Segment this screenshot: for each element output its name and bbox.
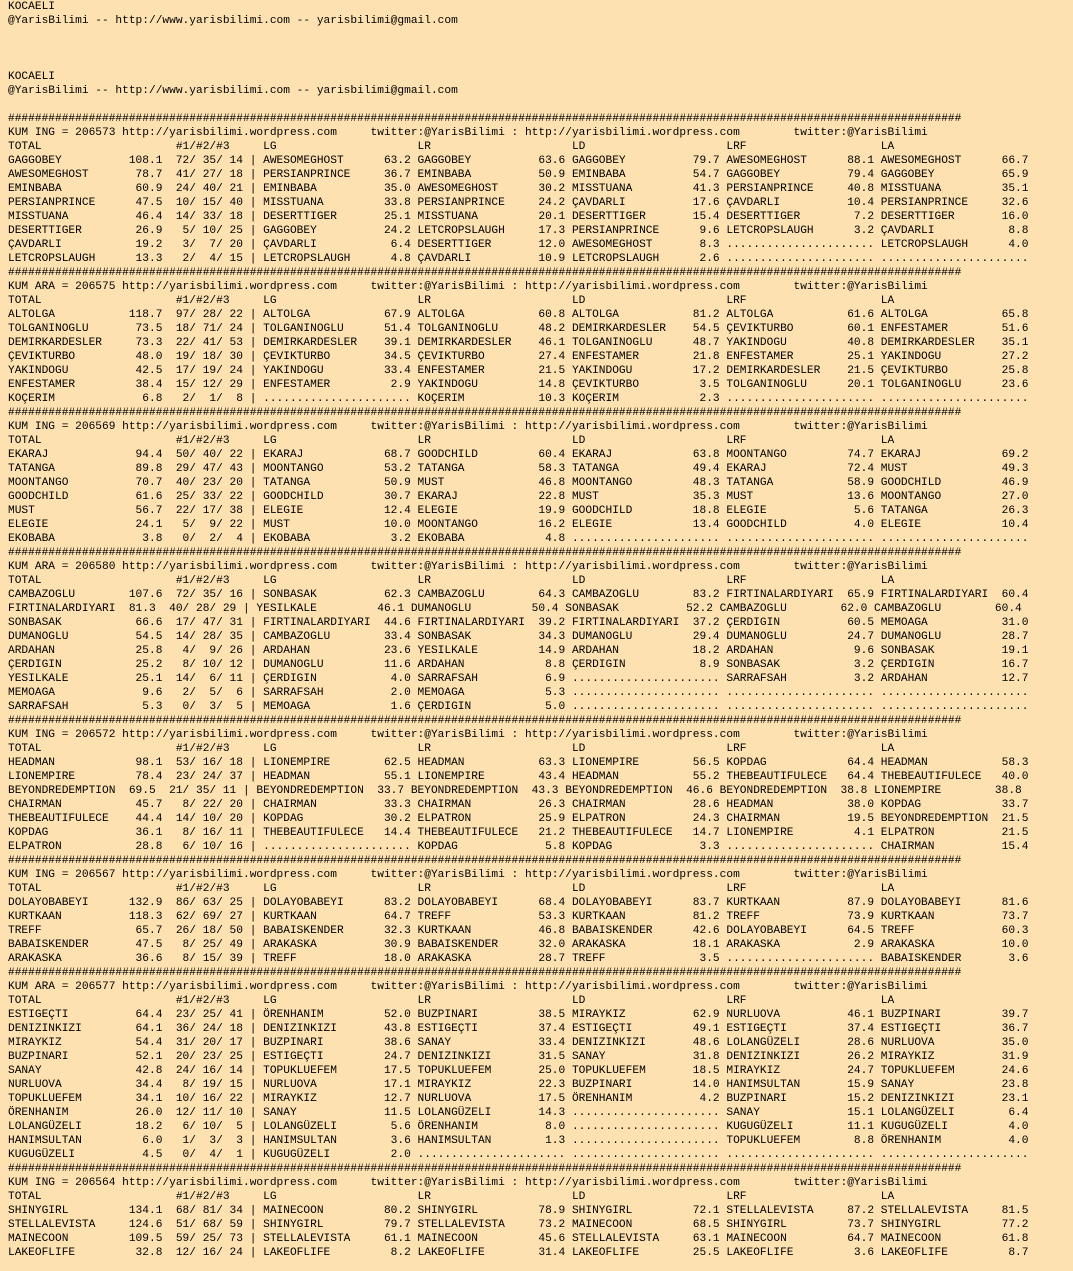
city-title: KOCAELI: [8, 71, 55, 83]
contact-line: @YarisBilimi -- http://www.yarisbilimi.com -- yarisbilimi@gmail.com: [8, 85, 458, 97]
horse-stats-row: KOÇERIM 6.8 2/ 1/ 8 | ...................... KOÇERIM 10.3 KOÇERIM 2.3 ...................... ......................: [8, 393, 1029, 405]
horse-stats-row: CAMBAZOGLU 107.6 72/ 35/ 16 | SONBASAK 62.3 CAMBAZOGLU 64.3 CAMBAZOGLU 83.2 FIRTINALARDIYARI 65.9 FIRTINALARDIYARI 60.4: [8, 589, 1029, 601]
horse-stats-row: ÖRENHANIM 26.0 12/ 11/ 10 | SANAY 11.5 LOLANGÜZELI 14.3 ...................... SANAY 15.1 LOLANGÜZELI 6.4: [8, 1107, 1029, 1119]
horse-stats-row: SONBASAK 66.6 17/ 47/ 31 | FIRTINALARDIYARI 44.6 FIRTINALARDIYARI 39.2 FIRTINALARDIYARI 37.2 ÇERDIGIN 60.5 MEMOAGA 31.0: [8, 617, 1029, 629]
horse-stats-row: TREFF 65.7 26/ 18/ 50 | BABAISKENDER 32.3 KURTKAAN 46.8 BABAISKENDER 42.6 DOLAYOBABEYI 64.5 TREFF 60.3: [8, 925, 1029, 937]
race-header: KUM ARA = 206575 http://yarisbilimi.wordpress.com twitter:@YarisBilimi : http://yarisbilimi.wordpress.com twitter:@YarisBilimi: [8, 281, 928, 293]
column-header-row: TOTAL #1/#2/#3 LG LR LD LRF LA: [8, 295, 895, 307]
horse-stats-row: AWESOMEGHOST 78.7 41/ 27/ 18 | PERSIANPRINCE 36.7 EMINBABA 50.9 EMINBABA 54.7 GAGGOBEY 79.4 GAGGOBEY 65.9: [8, 169, 1029, 181]
city-title: KOCAELI: [8, 1, 55, 13]
section-divider: ##############################################################################################################################################: [8, 113, 962, 125]
horse-stats-row: ÇERDIGIN 25.2 8/ 10/ 12 | DUMANOGLU 11.6 ARDAHAN 8.8 ÇERDIGIN 8.9 SONBASAK 3.2 ÇERDIGIN 16.7: [8, 659, 1029, 671]
race-header: KUM ING = 206567 http://yarisbilimi.wordpress.com twitter:@YarisBilimi : http://yarisbilimi.wordpress.com twitter:@YarisBilimi: [8, 869, 928, 881]
blank-line: [8, 42, 1073, 56]
blank-line: [8, 98, 1073, 112]
horse-stats-row: GAGGOBEY 108.1 72/ 35/ 14 | AWESOMEGHOST 63.2 GAGGOBEY 63.6 GAGGOBEY 79.7 AWESOMEGHOST 88.1 AWESOMEGHOST 66.7: [8, 155, 1029, 167]
horse-stats-row: FIRTINALARDIYARI 81.3 40/ 28/ 29 | YESILKALE 46.1 DUMANOGLU 50.4 SONBASAK 52.2 CAMBAZOGLU 62.0 CAMBAZOGLU 60.4: [8, 603, 1022, 615]
horse-stats-row: ÇEVIKTURBO 48.0 19/ 18/ 30 | ÇEVIKTURBO 34.5 ÇEVIKTURBO 27.4 ENFESTAMER 21.8 ENFESTAMER 25.1 YAKINDOGU 27.2: [8, 351, 1029, 363]
horse-stats-row: LAKEOFLIFE 32.8 12/ 16/ 24 | LAKEOFLIFE 8.2 LAKEOFLIFE 31.4 LAKEOFLIFE 25.5 LAKEOFLIFE 3.6 LAKEOFLIFE 8.7: [8, 1247, 1029, 1259]
column-header-row: TOTAL #1/#2/#3 LG LR LD LRF LA: [8, 883, 895, 895]
horse-stats-row: YESILKALE 25.1 14/ 6/ 11 | ÇERDIGIN 4.0 SARRAFSAH 6.9 ...................... SARRAFSAH 3.2 ARDAHAN 12.7: [8, 673, 1029, 685]
horse-stats-row: DUMANOGLU 54.5 14/ 28/ 35 | CAMBAZOGLU 33.4 SONBASAK 34.3 DUMANOGLU 29.4 DUMANOGLU 24.7 DUMANOGLU 28.7: [8, 631, 1029, 643]
section-divider: ##############################################################################################################################################: [8, 967, 962, 979]
race-header: KUM ARA = 206580 http://yarisbilimi.wordpress.com twitter:@YarisBilimi : http://yarisbilimi.wordpress.com twitter:@YarisBilimi: [8, 561, 928, 573]
horse-stats-row: ARAKASKA 36.6 8/ 15/ 39 | TREFF 18.0 ARAKASKA 28.7 TREFF 3.5 ...................... BABAISKENDER 3.6: [8, 953, 1029, 965]
horse-stats-row: HANIMSULTAN 6.0 1/ 3/ 3 | HANIMSULTAN 3.6 HANIMSULTAN 1.3 ...................... TOPUKLUEFEM 8.8 ÖRENHANIM 4.0: [8, 1135, 1029, 1147]
column-header-row: TOTAL #1/#2/#3 LG LR LD LRF LA: [8, 995, 895, 1007]
column-header-row: TOTAL #1/#2/#3 LG LR LD LRF LA: [8, 1191, 895, 1203]
horse-stats-row: TATANGA 89.8 29/ 47/ 43 | MOONTANGO 53.2 TATANGA 58.3 TATANGA 49.4 EKARAJ 72.4 MUST 49.3: [8, 463, 1029, 475]
section-divider: ##############################################################################################################################################: [8, 855, 962, 867]
horse-stats-row: LOLANGÜZELI 18.2 6/ 10/ 5 | LOLANGÜZELI 5.6 ÖRENHANIM 8.0 ...................... KUGUGÜZELI 11.1 KUGUGÜZELI 4.0: [8, 1121, 1029, 1133]
horse-stats-row: NURLUOVA 34.4 8/ 19/ 15 | NURLUOVA 17.1 MIRAYKIZ 22.3 BUZPINARI 14.0 HANIMSULTAN 15.9 SANAY 23.8: [8, 1079, 1029, 1091]
horse-stats-row: MOONTANGO 70.7 40/ 23/ 20 | TATANGA 50.9 MUST 46.8 MOONTANGO 48.3 TATANGA 58.9 GOODCHILD 46.9: [8, 477, 1029, 489]
horse-stats-row: EMINBABA 60.9 24/ 40/ 21 | EMINBABA 35.0 AWESOMEGHOST 30.2 MISSTUANA 41.3 PERSIANPRINCE 40.8 MISSTUANA 35.1: [8, 183, 1029, 195]
horse-stats-row: BEYONDREDEMPTION 69.5 21/ 35/ 11 | BEYONDREDEMPTION 33.7 BEYONDREDEMPTION 43.3 BEYONDREDEMPTION 46.6 BEYONDREDEMPTION 38.8 LIONEMPIRE 38.8: [8, 785, 1022, 797]
horse-stats-row: EKARAJ 94.4 50/ 40/ 22 | EKARAJ 68.7 GOODCHILD 60.4 EKARAJ 63.8 MOONTANGO 74.7 EKARAJ 69.2: [8, 449, 1029, 461]
contact-line: @YarisBilimi -- http://www.yarisbilimi.com -- yarisbilimi@gmail.com: [8, 15, 458, 27]
race-header: KUM ING = 206569 http://yarisbilimi.wordpress.com twitter:@YarisBilimi : http://yarisbilimi.wordpress.com twitter:@YarisBilimi: [8, 421, 928, 433]
section-divider: ##############################################################################################################################################: [8, 1163, 962, 1175]
horse-stats-row: HEADMAN 98.1 53/ 16/ 18 | LIONEMPIRE 62.5 HEADMAN 63.3 LIONEMPIRE 56.5 KOPDAG 64.4 HEADMAN 58.3: [8, 757, 1029, 769]
horse-stats-row: MEMOAGA 9.6 2/ 5/ 6 | SARRAFSAH 2.0 MEMOAGA 5.3 ...................... ...................... ......................: [8, 687, 1029, 699]
horse-stats-row: KUGUGÜZELI 4.5 0/ 4/ 1 | KUGUGÜZELI 2.0 ...................... ...................... ...................... ......................: [8, 1149, 1029, 1161]
horse-stats-row: DENIZINKIZI 64.1 36/ 24/ 18 | DENIZINKIZI 43.8 ESTIGEÇTI 37.4 ESTIGEÇTI 49.1 ESTIGEÇTI 37.4 ESTIGEÇTI 36.7: [8, 1023, 1029, 1035]
horse-stats-row: BUZPINARI 52.1 20/ 23/ 25 | ESTIGEÇTI 24.7 DENIZINKIZI 31.5 SANAY 31.8 DENIZINKIZI 26.2 MIRAYKIZ 31.9: [8, 1051, 1029, 1063]
blank-line: [8, 28, 1073, 42]
horse-stats-row: ELEGIE 24.1 5/ 9/ 22 | MUST 10.0 MOONTANGO 16.2 ELEGIE 13.4 GOODCHILD 4.0 ELEGIE 10.4: [8, 519, 1029, 531]
horse-stats-row: ARDAHAN 25.8 4/ 9/ 26 | ARDAHAN 23.6 YESILKALE 14.9 ARDAHAN 18.2 ARDAHAN 9.6 SONBASAK 19.1: [8, 645, 1029, 657]
horse-stats-row: CHAIRMAN 45.7 8/ 22/ 20 | CHAIRMAN 33.3 CHAIRMAN 26.3 CHAIRMAN 28.6 HEADMAN 38.0 KOPDAG 33.7: [8, 799, 1029, 811]
horse-stats-row: DOLAYOBABEYI 132.9 86/ 63/ 25 | DOLAYOBABEYI 83.2 DOLAYOBABEYI 68.4 DOLAYOBABEYI 83.7 KURTKAAN 87.9 DOLAYOBABEYI 81.6: [8, 897, 1029, 909]
horse-stats-row: ESTIGEÇTI 64.4 23/ 25/ 41 | ÖRENHANIM 52.0 BUZPINARI 38.5 MIRAYKIZ 62.9 NURLUOVA 46.1 BUZPINARI 39.7: [8, 1009, 1029, 1021]
horse-stats-row: YAKINDOGU 42.5 17/ 19/ 24 | YAKINDOGU 33.4 ENFESTAMER 21.5 YAKINDOGU 17.2 DEMIRKARDESLER 21.5 ÇEVIKTURBO 25.8: [8, 365, 1029, 377]
horse-stats-row: SANAY 42.8 24/ 16/ 14 | TOPUKLUEFEM 17.5 TOPUKLUEFEM 25.0 TOPUKLUEFEM 18.5 MIRAYKIZ 24.7 TOPUKLUEFEM 24.6: [8, 1065, 1029, 1077]
section-divider: ##############################################################################################################################################: [8, 407, 962, 419]
section-divider: ##############################################################################################################################################: [8, 715, 962, 727]
horse-stats-row: DEMIRKARDESLER 73.3 22/ 41/ 53 | DEMIRKARDESLER 39.1 DEMIRKARDESLER 46.1 TOLGANINOGLU 48.7 YAKINDOGU 40.8 DEMIRKARDESLER 35.1: [8, 337, 1029, 349]
column-header-row: TOTAL #1/#2/#3 LG LR LD LRF LA: [8, 575, 895, 587]
horse-stats-row: THEBEAUTIFULECE 44.4 14/ 10/ 20 | KOPDAG 30.2 ELPATRON 25.9 ELPATRON 24.3 CHAIRMAN 19.5 BEYONDREDEMPTION 21.5: [8, 813, 1029, 825]
horse-stats-row: STELLALEVISTA 124.6 51/ 68/ 59 | SHINYGIRL 79.7 STELLALEVISTA 73.2 MAINECOON 68.5 SHINYGIRL 73.7 SHINYGIRL 77.2: [8, 1219, 1029, 1231]
horse-stats-row: MUST 56.7 22/ 17/ 38 | ELEGIE 12.4 ELEGIE 19.9 GOODCHILD 18.8 ELEGIE 5.6 TATANGA 26.3: [8, 505, 1029, 517]
race-header: KUM ING = 206572 http://yarisbilimi.wordpress.com twitter:@YarisBilimi : http://yarisbilimi.wordpress.com twitter:@YarisBilimi: [8, 729, 928, 741]
horse-stats-row: KURTKAAN 118.3 62/ 69/ 27 | KURTKAAN 64.7 TREFF 53.3 KURTKAAN 81.2 TREFF 73.9 KURTKAAN 73.7: [8, 911, 1029, 923]
horse-stats-row: LETCROPSLAUGH 13.3 2/ 4/ 15 | LETCROPSLAUGH 4.8 ÇAVDARLI 10.9 LETCROPSLAUGH 2.6 ...................... ......................: [8, 253, 1029, 265]
horse-stats-row: TOLGANINOGLU 73.5 18/ 71/ 24 | TOLGANINOGLU 51.4 TOLGANINOGLU 48.2 DEMIRKARDESLER 54.5 ÇEVIKTURBO 60.1 ENFESTAMER 51.6: [8, 323, 1029, 335]
horse-stats-row: MAINECOON 109.5 59/ 25/ 73 | STELLALEVISTA 61.1 MAINECOON 45.6 STELLALEVISTA 63.1 MAINECOON 64.7 MAINECOON 61.8: [8, 1233, 1029, 1245]
horse-stats-row: EKOBABA 3.8 0/ 2/ 4 | EKOBABA 3.2 EKOBABA 4.8 ...................... ...................... ......................: [8, 533, 1029, 545]
horse-stats-row: LIONEMPIRE 78.4 23/ 24/ 37 | HEADMAN 55.1 LIONEMPIRE 43.4 HEADMAN 55.2 THEBEAUTIFULECE 64.4 THEBEAUTIFULECE 40.0: [8, 771, 1029, 783]
horse-stats-row: SARRAFSAH 5.3 0/ 3/ 5 | MEMOAGA 1.6 ÇERDIGIN 5.0 ...................... ...................... ......................: [8, 701, 1029, 713]
horse-stats-row: ENFESTAMER 38.4 15/ 12/ 29 | ENFESTAMER 2.9 YAKINDOGU 14.8 ÇEVIKTURBO 3.5 TOLGANINOGLU 20.1 TOLGANINOGLU 23.6: [8, 379, 1029, 391]
column-header-row: TOTAL #1/#2/#3 LG LR LD LRF LA: [8, 141, 895, 153]
horse-stats-row: BABAISKENDER 47.5 8/ 25/ 49 | ARAKASKA 30.9 BABAISKENDER 32.0 ARAKASKA 18.1 ARAKASKA 2.9 ARAKASKA 10.0: [8, 939, 1029, 951]
horse-stats-row: GOODCHILD 61.6 25/ 33/ 22 | GOODCHILD 30.7 EKARAJ 22.8 MUST 35.3 MUST 13.6 MOONTANGO 27.0: [8, 491, 1029, 503]
race-header: KUM ING = 206573 http://yarisbilimi.wordpress.com twitter:@YarisBilimi : http://yarisbilimi.wordpress.com twitter:@YarisBilimi: [8, 127, 928, 139]
blank-line: [8, 56, 1073, 70]
horse-stats-row: PERSIANPRINCE 47.5 10/ 15/ 40 | MISSTUANA 33.8 PERSIANPRINCE 24.2 ÇAVDARLI 17.6 ÇAVDARLI 10.4 PERSIANPRINCE 32.6: [8, 197, 1029, 209]
horse-stats-row: ÇAVDARLI 19.2 3/ 7/ 20 | ÇAVDARLI 6.4 DESERTTIGER 12.0 AWESOMEGHOST 8.3 ...................... LETCROPSLAUGH 4.0: [8, 239, 1029, 251]
horse-stats-row: MIRAYKIZ 54.4 31/ 20/ 17 | BUZPINARI 38.6 SANAY 33.4 DENIZINKIZI 48.6 LOLANGÜZELI 28.6 NURLUOVA 35.0: [8, 1037, 1029, 1049]
horse-stats-row: KOPDAG 36.1 8/ 16/ 11 | THEBEAUTIFULECE 14.4 THEBEAUTIFULECE 21.2 THEBEAUTIFULECE 14.7 LIONEMPIRE 4.1 ELPATRON 21.5: [8, 827, 1029, 839]
column-header-row: TOTAL #1/#2/#3 LG LR LD LRF LA: [8, 435, 895, 447]
section-divider: ##############################################################################################################################################: [8, 267, 962, 279]
horse-stats-row: TOPUKLUEFEM 34.1 10/ 16/ 22 | MIRAYKIZ 12.7 NURLUOVA 17.5 ÖRENHANIM 4.2 BUZPINARI 15.2 DENIZINKIZI 23.1: [8, 1093, 1029, 1105]
section-divider: ##############################################################################################################################################: [8, 547, 962, 559]
race-header: KUM ARA = 206577 http://yarisbilimi.wordpress.com twitter:@YarisBilimi : http://yarisbilimi.wordpress.com twitter:@YarisBilimi: [8, 981, 928, 993]
race-header: KUM ING = 206564 http://yarisbilimi.wordpress.com twitter:@YarisBilimi : http://yarisbilimi.wordpress.com twitter:@YarisBilimi: [8, 1177, 928, 1189]
horse-stats-row: SHINYGIRL 134.1 68/ 81/ 34 | MAINECOON 80.2 SHINYGIRL 78.9 SHINYGIRL 72.1 STELLALEVISTA 87.2 STELLALEVISTA 81.5: [8, 1205, 1029, 1217]
horse-stats-row: MISSTUANA 46.4 14/ 33/ 18 | DESERTTIGER 25.1 MISSTUANA 20.1 DESERTTIGER 15.4 DESERTTIGER 7.2 DESERTTIGER 16.0: [8, 211, 1029, 223]
horse-stats-row: DESERTTIGER 26.9 5/ 10/ 25 | GAGGOBEY 24.2 LETCROPSLAUGH 17.3 PERSIANPRINCE 9.6 LETCROPSLAUGH 3.2 ÇAVDARLI 8.8: [8, 225, 1029, 237]
column-header-row: TOTAL #1/#2/#3 LG LR LD LRF LA: [8, 743, 895, 755]
horse-stats-row: ELPATRON 28.8 6/ 10/ 16 | ...................... KOPDAG 5.8 KOPDAG 3.3 ...................... CHAIRMAN 15.4: [8, 841, 1029, 853]
horse-stats-row: ALTOLGA 118.7 97/ 28/ 22 | ALTOLGA 67.9 ALTOLGA 60.8 ALTOLGA 81.2 ALTOLGA 61.6 ALTOLGA 65.8: [8, 309, 1029, 321]
